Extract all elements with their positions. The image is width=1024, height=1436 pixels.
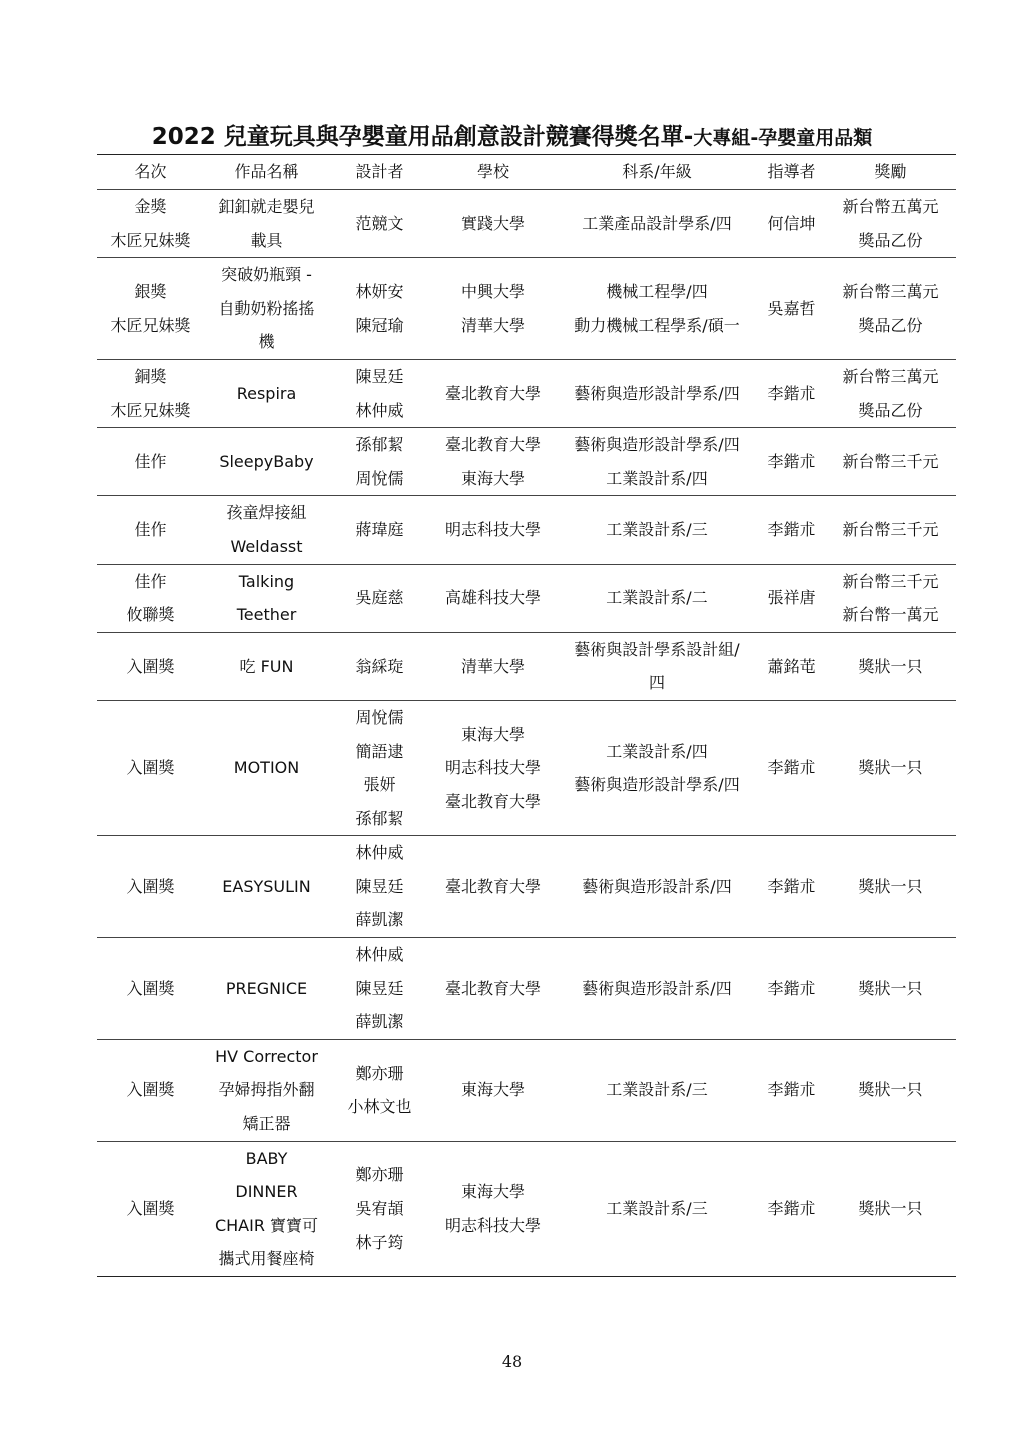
- work-name-line: 釦釦就走嬰兒: [218, 197, 315, 216]
- prize-line: 獎品乙份: [858, 230, 923, 250]
- advisor-cell: [758, 190, 825, 258]
- table-header-row: [97, 155, 956, 190]
- rank-cell: [97, 190, 204, 258]
- designer-line: 孫郁絜: [355, 435, 404, 455]
- designer-line: 陳昱廷: [355, 366, 404, 386]
- designer-cell: [329, 1141, 430, 1276]
- header-rank: 名次: [97, 155, 204, 190]
- work-name-cell: [204, 1141, 329, 1276]
- school-line: 東海大學: [460, 468, 525, 488]
- school-line: 東海大學: [460, 1080, 525, 1100]
- table-row: [97, 359, 956, 427]
- school-cell: [430, 938, 556, 1040]
- school-line: 實踐大學: [460, 213, 525, 233]
- department-line: 藝術與造形設計系/四: [582, 876, 732, 896]
- rank-line: 入圍獎: [126, 758, 175, 778]
- prize-cell: [825, 1039, 956, 1141]
- prize-cell: [825, 700, 956, 835]
- prize-cell: [825, 564, 956, 632]
- school-line: 明志科技大學: [444, 1215, 541, 1235]
- designer-line: 周悅儒: [355, 707, 404, 727]
- advisor-cell: [758, 632, 825, 700]
- table-row: [97, 258, 956, 360]
- prize-line: 獎狀一只: [858, 1080, 923, 1100]
- school-line: 東海大學: [460, 724, 525, 744]
- department-cell: [556, 359, 758, 427]
- advisor-cell: [758, 836, 825, 938]
- prize-line: 新台幣三千元: [842, 451, 939, 471]
- work-name-line: 攜式用餐座椅: [218, 1249, 315, 1269]
- designer-cell: [329, 428, 430, 496]
- designer-cell: [329, 632, 430, 700]
- table-row: [97, 496, 956, 564]
- table-row: [97, 1039, 956, 1141]
- work-name-cell: [204, 496, 329, 564]
- designer-cell: [329, 359, 430, 427]
- designer-line: 薛凱潔: [355, 910, 404, 930]
- department-line: 藝術與造形設計學系/四: [574, 383, 740, 403]
- rank-cell: [97, 632, 204, 700]
- school-cell: [430, 632, 556, 700]
- prize-cell: [825, 428, 956, 496]
- table-row: [97, 1141, 956, 1276]
- department-line: 工業設計系/四: [606, 741, 708, 761]
- advisor-cell: [758, 1141, 825, 1276]
- work-name-cell: [204, 1039, 329, 1141]
- work-name-line: Weldasst: [230, 536, 303, 556]
- designer-line: 范競文: [355, 213, 404, 233]
- department-cell: [556, 836, 758, 938]
- school-line: 清華大學: [460, 315, 525, 335]
- advisor-cell: [758, 496, 825, 564]
- school-cell: [430, 258, 556, 360]
- header-department: 科系/年級: [556, 155, 758, 190]
- designer-line: 林妍安: [355, 281, 404, 301]
- rank-line: 銀獎: [134, 281, 167, 301]
- header-advisor: 指導者: [758, 155, 825, 190]
- rank-line: 木匠兄妹獎: [110, 400, 191, 420]
- work-name-cell: [204, 190, 329, 258]
- designer-cell: [329, 564, 430, 632]
- advisor-cell: [758, 564, 825, 632]
- rank-line: 佳作: [134, 520, 167, 540]
- school-line: 明志科技大學: [444, 520, 541, 540]
- work-name-line: 矯正器: [242, 1114, 291, 1134]
- advisor-text: 李鍇朮: [767, 1199, 816, 1219]
- advisor-text: 李鍇朮: [767, 451, 816, 471]
- school-line: 清華大學: [460, 656, 525, 676]
- rank-cell: [97, 836, 204, 938]
- work-name-line: 吃 FUN: [239, 656, 294, 676]
- department-cell: [556, 1141, 758, 1276]
- rank-cell: [97, 428, 204, 496]
- prize-line: 新台幣三千元: [842, 520, 939, 540]
- designer-line: 陳冠瑜: [355, 315, 404, 335]
- designer-line: 簡語逮: [355, 741, 404, 761]
- advisor-text: 李鍇朮: [767, 383, 816, 403]
- prize-cell: [825, 938, 956, 1040]
- department-line: 藝術與造形設計系/四: [582, 978, 732, 998]
- work-name-cell: [204, 258, 329, 360]
- school-line: 臺北教育大學: [444, 383, 541, 403]
- department-cell: [556, 258, 758, 360]
- department-line: 藝術與造形設計學系/四: [574, 435, 740, 455]
- prize-line: 獎狀一只: [858, 656, 923, 676]
- designer-line: 陳昱廷: [355, 978, 404, 998]
- department-cell: [556, 428, 758, 496]
- work-name-line: 自動奶粉搖搖: [218, 298, 315, 318]
- prize-cell: [825, 632, 956, 700]
- department-cell: [556, 190, 758, 258]
- rank-line: 攸聯獎: [126, 605, 175, 625]
- department-line: 動力機械工程學系/碩一: [574, 315, 740, 335]
- work-name-line: DINNER: [235, 1182, 298, 1202]
- designer-line: 鄭亦珊: [355, 1063, 404, 1083]
- work-name-line: CHAIR 寶寶可: [214, 1215, 319, 1235]
- prize-line: 新台幣三萬元: [842, 281, 939, 301]
- advisor-text: 李鍇朮: [767, 1080, 816, 1100]
- rank-cell: [97, 359, 204, 427]
- department-cell: [556, 1039, 758, 1141]
- rank-line: 木匠兄妹獎: [110, 230, 191, 250]
- designer-line: 林仲威: [355, 843, 404, 863]
- designer-line: 陳昱廷: [355, 876, 404, 896]
- department-cell: [556, 938, 758, 1040]
- advisor-text: 李鍇朮: [767, 520, 816, 540]
- header-work: 作品名稱: [204, 155, 329, 190]
- advisor-cell: [758, 359, 825, 427]
- department-line: 四: [648, 673, 665, 693]
- designer-line: 林仲威: [355, 945, 404, 965]
- title-subtitle: 大專組-孕嬰童用品類: [693, 127, 873, 149]
- table-row: [97, 190, 956, 258]
- designer-cell: [329, 700, 430, 835]
- work-name-cell: [204, 564, 329, 632]
- work-name-line: 孕婦拇指外翻: [218, 1080, 315, 1100]
- rank-line: 入圍獎: [126, 978, 175, 998]
- designer-line: 吳宥頡: [355, 1199, 404, 1219]
- department-line: 工業設計系/四: [606, 468, 708, 488]
- awards-table: [97, 154, 956, 1277]
- rank-line: 入圍獎: [126, 1080, 175, 1100]
- work-name-cell: [204, 836, 329, 938]
- school-cell: [430, 428, 556, 496]
- designer-line: 孫郁絜: [355, 808, 404, 828]
- advisor-cell: [758, 428, 825, 496]
- prize-cell: [825, 1141, 956, 1276]
- work-name-cell: [204, 700, 329, 835]
- department-line: 工業產品設計學系/四: [582, 213, 732, 233]
- prize-cell: [825, 190, 956, 258]
- work-name-cell: [204, 938, 329, 1040]
- work-name-line: 孩童焊接組: [226, 503, 307, 523]
- table-row: [97, 700, 956, 835]
- department-cell: [556, 700, 758, 835]
- department-line: 工業設計系/三: [606, 1199, 708, 1219]
- school-line: 臺北教育大學: [444, 791, 541, 811]
- advisor-cell: [758, 258, 825, 360]
- prize-line: 獎狀一只: [858, 978, 923, 998]
- work-name-line: 突破奶瓶頸 -: [221, 265, 312, 285]
- designer-line: 翁綵琁: [355, 656, 404, 676]
- rank-line: 金獎: [134, 197, 167, 216]
- page-number: 48: [501, 1352, 523, 1371]
- school-line: 臺北教育大學: [444, 435, 541, 455]
- work-name-line: 機: [258, 332, 275, 352]
- work-name-line: MOTION: [233, 758, 300, 778]
- department-line: 工業設計系/三: [606, 520, 708, 540]
- designer-line: 張妍: [363, 775, 396, 795]
- rank-cell: [97, 1141, 204, 1276]
- prize-cell: [825, 836, 956, 938]
- prize-line: 新台幣五萬元: [842, 197, 939, 216]
- prize-cell: [825, 359, 956, 427]
- header-school: 學校: [430, 155, 556, 190]
- prize-cell: [825, 258, 956, 360]
- designer-line: 小林文也: [347, 1097, 412, 1117]
- prize-line: 新台幣三千元: [842, 571, 939, 591]
- department-line: 藝術與設計學系設計組/: [574, 639, 740, 659]
- table-row: [97, 938, 956, 1040]
- rank-line: 銅獎: [134, 366, 167, 386]
- designer-line: 薛凱潔: [355, 1012, 404, 1032]
- rank-cell: [97, 700, 204, 835]
- school-cell: [430, 1039, 556, 1141]
- rank-line: 入圍獎: [126, 876, 175, 896]
- work-name-line: PREGNICE: [225, 978, 308, 998]
- work-name-line: Respira: [236, 383, 297, 403]
- department-cell: [556, 496, 758, 564]
- prize-line: 獎狀一只: [858, 758, 923, 778]
- designer-line: 林子筠: [355, 1232, 404, 1252]
- school-cell: [430, 359, 556, 427]
- school-cell: [430, 700, 556, 835]
- prize-line: 獎狀一只: [858, 1199, 923, 1219]
- rank-cell: [97, 258, 204, 360]
- advisor-cell: [758, 700, 825, 835]
- prize-line: 獎品乙份: [858, 315, 923, 335]
- work-name-line: 載具: [250, 230, 283, 250]
- department-cell: [556, 632, 758, 700]
- rank-cell: [97, 564, 204, 632]
- advisor-text: 何信坤: [767, 213, 816, 233]
- school-line: 中興大學: [460, 281, 525, 301]
- rank-line: 佳作: [134, 571, 167, 591]
- prize-line: 獎品乙份: [858, 400, 923, 420]
- department-line: 機械工程學/四: [606, 281, 708, 301]
- prize-cell: [825, 496, 956, 564]
- rank-line: 佳作: [134, 451, 167, 471]
- advisor-text: 蕭銘芚: [767, 656, 816, 676]
- header-designer: 設計者: [329, 155, 430, 190]
- rank-cell: [97, 1039, 204, 1141]
- designer-line: 周悅儒: [355, 468, 404, 488]
- rank-line: 入圍獎: [126, 656, 175, 676]
- advisor-text: 吳嘉哲: [767, 298, 816, 318]
- prize-line: 新台幣一萬元: [842, 605, 939, 625]
- work-name-line: Talking: [238, 571, 295, 591]
- table-row: [97, 836, 956, 938]
- designer-line: 鄭亦珊: [355, 1165, 404, 1185]
- advisor-text: 李鍇朮: [767, 978, 816, 998]
- designer-cell: [329, 1039, 430, 1141]
- school-line: 臺北教育大學: [444, 978, 541, 998]
- rank-line: 入圍獎: [126, 1199, 175, 1219]
- rank-line: 木匠兄妹獎: [110, 315, 191, 335]
- school-line: 臺北教育大學: [444, 876, 541, 896]
- work-name-line: SleepyBaby: [219, 451, 314, 471]
- department-line: 工業設計系/三: [606, 1080, 708, 1100]
- advisor-text: 李鍇朮: [767, 876, 816, 896]
- work-name-line: HV Corrector: [215, 1046, 318, 1066]
- school-line: 明志科技大學: [444, 758, 541, 778]
- designer-cell: [329, 836, 430, 938]
- title-main: 2022 兒童玩具與孕嬰童用品創意設計競賽得獎名單-: [151, 124, 694, 150]
- header-prize: 獎勵: [825, 155, 956, 190]
- school-cell: [430, 564, 556, 632]
- work-name-line: Teether: [236, 605, 297, 625]
- department-cell: [556, 564, 758, 632]
- designer-cell: [329, 258, 430, 360]
- rank-cell: [97, 496, 204, 564]
- advisor-text: 李鍇朮: [767, 758, 816, 778]
- prize-line: 新台幣三萬元: [842, 366, 939, 386]
- advisor-cell: [758, 938, 825, 1040]
- work-name-line: BABY: [245, 1148, 288, 1168]
- department-line: 藝術與造形設計學系/四: [574, 775, 740, 795]
- table-row: [97, 564, 956, 632]
- designer-line: 蔣瑋庭: [355, 520, 404, 540]
- designer-line: 林仲威: [355, 400, 404, 420]
- school-cell: [430, 836, 556, 938]
- school-line: 東海大學: [460, 1182, 525, 1202]
- school-cell: [430, 496, 556, 564]
- designer-cell: [329, 938, 430, 1040]
- table-row: [97, 632, 956, 700]
- advisor-text: 張祥唐: [767, 588, 816, 608]
- work-name-line: EASYSULIN: [222, 876, 311, 896]
- school-cell: [430, 1141, 556, 1276]
- advisor-cell: [758, 1039, 825, 1141]
- department-line: 工業設計系/二: [606, 588, 708, 608]
- work-name-cell: [204, 632, 329, 700]
- school-cell: [430, 190, 556, 258]
- designer-line: 吳庭慈: [355, 588, 404, 608]
- work-name-cell: [204, 359, 329, 427]
- rank-cell: [97, 938, 204, 1040]
- designer-cell: [329, 496, 430, 564]
- table-row: [97, 428, 956, 496]
- school-line: 高雄科技大學: [444, 588, 541, 608]
- page-title: [0, 118, 1024, 158]
- work-name-cell: [204, 428, 329, 496]
- designer-cell: [329, 190, 430, 258]
- prize-line: 獎狀一只: [858, 876, 923, 896]
